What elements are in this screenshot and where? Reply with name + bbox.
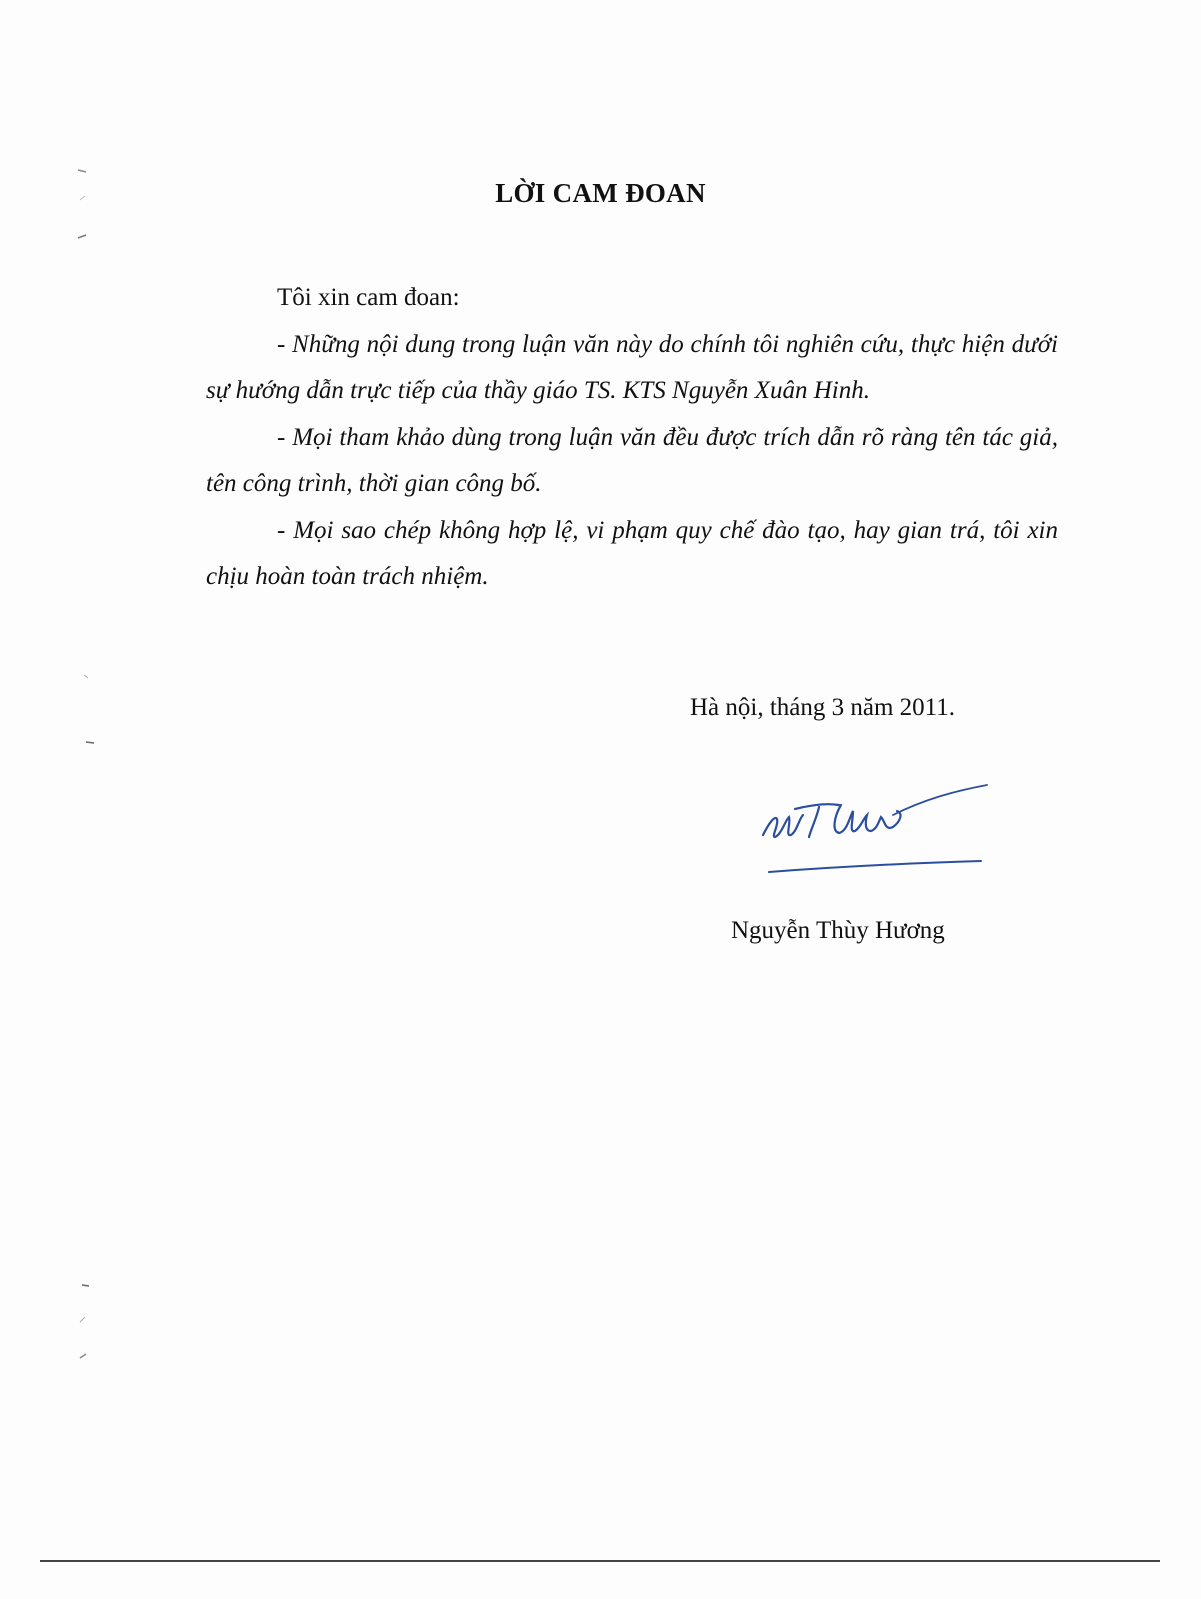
page-title: LỜI CAM ĐOAN	[495, 178, 706, 208]
declaration-paragraph-2: - Mọi tham khảo dùng trong luận văn đều được trích dẫn rõ ràng tên tác giả, tên công trình, thời gian công bố.	[206, 424, 1058, 497]
date-line: Hà nội, tháng 3 năm 2011.	[690, 694, 956, 721]
signer-name: Nguyễn Thùy Hương	[731, 917, 945, 944]
declaration-paragraph-1: - Những nội dung trong luận văn này do chính tôi nghiên cứu, thực hiện dưới sự hướng dẫn trực tiếp của thầy giáo TS. KTS Nguyễn Xuân Hinh.	[206, 331, 1058, 404]
declaration-paragraph-3: - Mọi sao chép không hợp lệ, vi phạm quy chế đào tạo, hay gian trá, tôi xin chịu hoàn toàn trách nhiệm.	[206, 517, 1058, 590]
intro-line: Tôi xin cam đoan:	[277, 284, 460, 311]
bottom-divider	[40, 1560, 1160, 1562]
scan-margin-marks	[70, 160, 100, 1400]
handwritten-signature	[755, 775, 995, 885]
